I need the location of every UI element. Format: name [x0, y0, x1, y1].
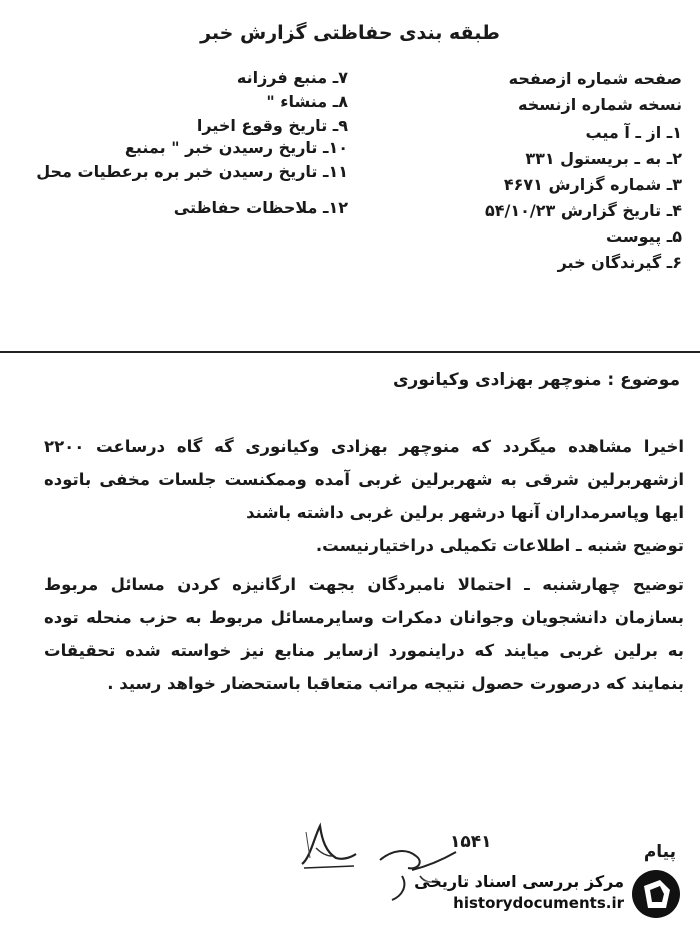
report-body	[44, 430, 684, 700]
watermark	[366, 868, 686, 920]
report-fields-right	[352, 66, 682, 276]
field-copy-number: نسخه شماره ازنسخه	[517, 95, 682, 114]
field-date-received-source: ۱۰ـ تاریخ رسیدن خبر " بمنبع	[124, 138, 348, 157]
report-subject: موضوع : منوچهر بهزادی وکیانوری	[392, 370, 680, 390]
field-origin: ۸ـ منشاء "	[266, 92, 348, 111]
footer-number: ۱۵۴۱	[450, 832, 492, 852]
watermark-name: مرکز بررسی اسناد تاریخی	[414, 872, 624, 891]
body-paragraph-2: توضیح شنبه ـ اطلاعات تکمیلی دراختیارنیست.	[315, 536, 684, 555]
field-page-number: صفحه شماره ازصفحه	[508, 69, 682, 88]
document-title: طبقه بندی حفاظتی گزارش خبر	[200, 22, 500, 44]
section-divider	[0, 351, 700, 353]
field-security-notes: ۱۲ـ ملاحظات حفاظتی	[173, 198, 348, 217]
field-report-date: ۴ـ تاریخ گزارش ۵۴/۱۰/۲۳	[484, 201, 682, 220]
footer-payam-label: پیام	[643, 842, 676, 862]
field-recipients: ۶ـ گیرندگان خبر	[557, 253, 682, 272]
field-date-received-unit: ۱۱ـ تاریخ رسیدن خبر بره برعطیات محل	[36, 162, 348, 181]
watermark-url: historydocuments.ir	[453, 894, 624, 912]
field-report-number: ۳ـ شماره گزارش ۴۶۷۱	[503, 175, 682, 194]
field-event-date: ۹ـ تاریخ وقوع اخیرا	[196, 116, 348, 135]
field-source: ۷ـ منبع فرزانه	[236, 68, 348, 87]
report-fields-left	[28, 66, 348, 220]
field-attachment: ۵ـ پیوست	[605, 227, 682, 246]
body-paragraph-1: اخیرا مشاهده میگردد که منوچهر بهزادی وکیانوری گه گاه درساعت ۲۲۰۰ ازشهربرلین شرقی به شهربرلین غربی آمده وممکنست جلسات مخفی باتوده ایها وپاسرمداران آنها درشهر برلین غربی داشته باشند	[44, 437, 684, 522]
field-to: ۲ـ به ـ بریستول ۳۳۱	[525, 149, 682, 168]
archive-logo-icon	[630, 868, 682, 920]
field-from: ۱ـ از ـ آ میب	[585, 123, 682, 142]
body-paragraph-3: توضیح چهارشنبه ـ احتمالا نامبردگان بجهت ارگانیزه کردن مسائل مربوط بسازمان دانشجویان وجوانان دمکرات وسایرمسائل مربوط به حزب منحله توده به برلین غربی میایند که دراینمورد ازسایر منابع نیز خواسته شده تحقیقات بنمایند که درصورت حصول نتیجه مراتب متعاقبا باستحضار خواهد رسید .	[44, 575, 684, 693]
signature-stamp-left	[296, 818, 360, 874]
